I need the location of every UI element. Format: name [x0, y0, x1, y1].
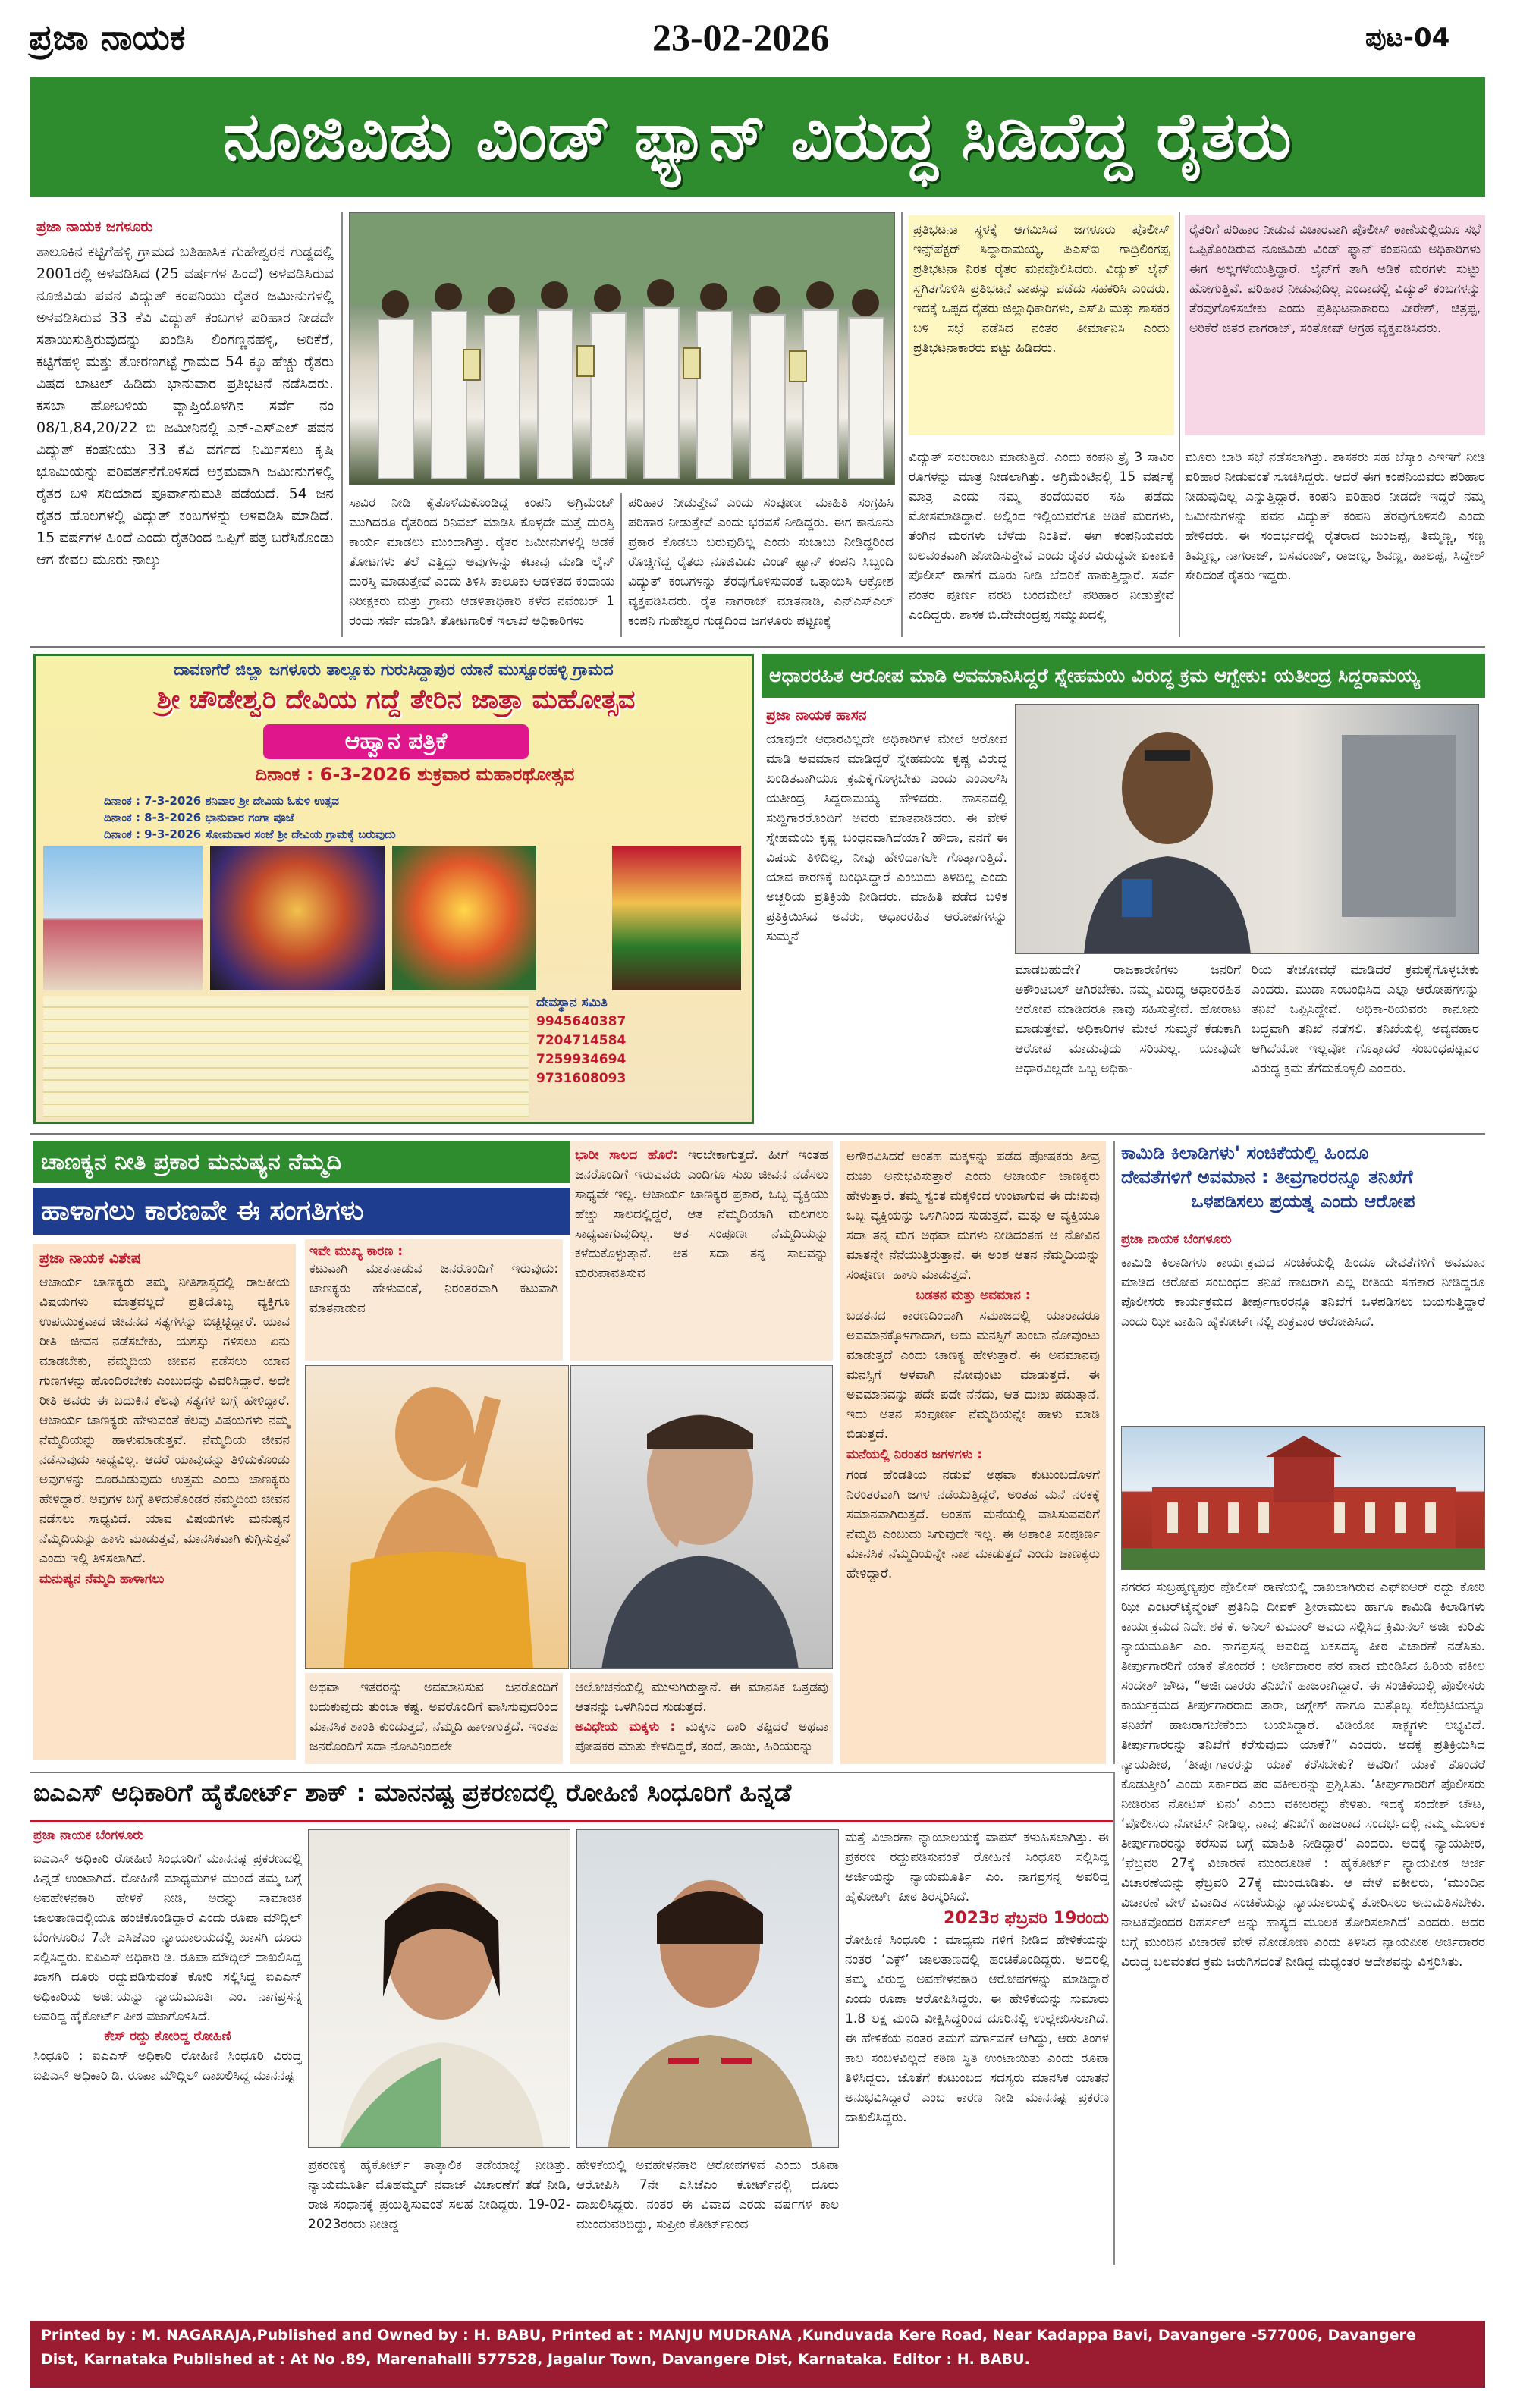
chanakya-mid-top-right: [570, 1141, 833, 1361]
yathindra-text-col3: ರಿಯ ತೇಜೋವಧೆ ಮಾಡಿದರೆ ಕ್ರಮಕೈಗೊಳ್ಳಬೇಕು ಎಂದರು. ಮುಡಾ ಸಂಬಂಧಿಸಿದ ಎಲ್ಲಾ ಆರೋಪಗಳನ್ನು ತನಿಖೆ ಒಪ್ಪಿಸಿದ್ದೇವೆ. ಅಧಿಕಾ-ರಿಯವರು ಕಾನೂನು ಬದ್ಧವಾಗಿ ತನಿಖೆ ನಡೆಸಲಿ. ತನಿಖೆಯಲ್ಲಿ ಅವ್ಯವಹಾರ ಆಗಿದೆಯೋ ಇಲ್ಲವೋ ಗೊತ್ತಾದರೆ ಸಂಬಂಧಪಟ್ಟವರ ವಿರುದ್ಧ ಕ್ರಮ ತೆಗೆದುಕೊಳ್ಳಲಿ ಎಂದರು.: [1252, 962, 1479, 1076]
ad-phone: 7204714584: [536, 1033, 627, 1048]
ad-phone: 9945640387: [536, 1014, 627, 1029]
high-court-photo: [1121, 1426, 1485, 1570]
ad-committee-list: [43, 996, 529, 1117]
chariot-photo: [612, 846, 741, 990]
lead-text-below-photo-2: ಪರಿಹಾರ ನೀಡುತ್ತೇವೆ ಎಂದು ಸಂಪೂರ್ಣ ಮಾಹಿತಿ ಸಂಗ್ರಹಿಸಿ ಪರಿಹಾರ ನೀಡುತ್ತೇವೆ ಎಂದು ಭರವಸೆ ನೀಡಿದ್ದರು. ಈಗ ಕಾನೂನು ಪ್ರಕಾರ ಕೊಡಲು ಬರುವುದಿಲ್ಲ ಎಂದು ಸುಬಾಬು ನೀಡಿದ್ದರಿಂದ ರೊಚ್ಚಿಗೆದ್ದ ರೈತರು ನೂಜಿವಿಡು ವಿಂಡ್ ಫ್ಯಾನ್ ಕಂಪನಿ ಸಿಬ್ಬಂದಿ ವಿದ್ಯುತ್ ಕಂಬಗಳನ್ನು ತೆರವುಗೊಳಿಸುವಂತೆ ಒತ್ತಾಯಿಸಿ ಆಕ್ರೋಶ ವ್ಯಕ್ತಪಡಿಸಿದರು. ರೈತ ನಾಗರಾಜ್ ಮಾತನಾಡಿ, ಎನ್‌ಎಸ್‌ಎಲ್ ಕಂಪನಿ ಗುಹೇಶ್ವರ ಗುಡ್ಡದಿಂದ ಜಗಳೂರು ಪಟ್ಟಣಕ್ಕೆ: [628, 495, 894, 629]
roopa-portrait: [577, 1830, 839, 2148]
chanakya-text-col4-b: ಬಡತನದ ಕಾರಣದಿಂದಾಗಿ ಸಮಾಜದಲ್ಲಿ ಯಾರಾದರೂ ಅವಮಾನಕ್ಕೊಳಗಾದಾಗ, ಅದು ಮನಸ್ಸಿಗೆ ತುಂಬಾ ನೋವುಂಟು ಮಾಡುತ್ತದೆ ಎಂದು ಚಾಣಕ್ಯ ಹೇಳುತ್ತಾರೆ. ಈ ಅವಮಾನವು ಮನಸ್ಸಿಗೆ ಆಳವಾಗಿ ನೋವುಂಟು ಮಾಡುತ್ತದೆ. ಈ ಅವಮಾನವನ್ನು ಪದೇ ಪದೇ ನೆನೆದು, ಆತ ದುಃಖ ಪಡುತ್ತಾನೆ. ಇದು ಆತನ ಸಂಪೂರ್ಣ ನೆಮ್ಮದಿಯನ್ನೇ ಹಾಳು ಮಾಡಿ ಬಿಡುತ್ತದೆ.: [846, 1308, 1100, 1442]
lead-text-below-photo-1: ಸಾವಿರ ನೀಡಿ ಕೈತೊಳೆದುಕೊಂಡಿದ್ದ ಕಂಪನಿ ಅಗ್ರಿಮೆಂಟ್ ಮುಗಿದರೂ ರೈತರಿಂದ ರಿನಿವಲ್ ಮಾಡಿಸಿ ಕೊಳ್ಳದೇ ಮತ್ತೆ ದುರಸ್ತಿ ಕಾರ್ಯ ಮಾಡಲು ಮುಂದಾಗಿತ್ತು. ರೈತರ ಜಮೀನುಗಳಲ್ಲಿ ಅಡಕೆ ತೋಟಗಳು ತಲೆ ಎತ್ತಿದ್ದು ಅವುಗಳನ್ನು ಕಟಾವು ಮಾಡಿ ಲೈನ್ ದುರಸ್ತಿ ಮಾಡುತ್ತೇವೆ ಎಂದು ತಿಳಿಸಿ ತಾಲೂಕು ಆಡಳಿತದ ಕಂದಾಯ ನಿರೀಕ್ಷಕರು ಮತ್ತು ಗ್ರಾಮ ಆಡಳಿತಾಧಿಕಾರಿ ಕಳೆದ ನವೆಂಬರ್ 1 ರಂದು ಸರ್ವೆ ಮಾಡಿಸಿ ತೋಟಗಾರಿಕೆ ಇಲಾಖೆ ಅಧಿಕಾರಿಗಳು: [349, 495, 614, 629]
yathindra-headline-bar: [762, 654, 1485, 698]
kiladigalu-text-top: ಕಾಮಿಡಿ ಕಿಲಾಡಿಗಳು ಕಾರ್ಯಕ್ರಮದ ಸಂಚಿಕೆಯಲ್ಲಿ ಹಿಂದೂ ದೇವತೆಗಳಿಗೆ ಅವಮಾನ ಮಾಡಿದ ಆರೋಪ ಸಂಬಂಧದ ತನಿಖೆ ಹಾಜರಾಗಿ ಎಲ್ಲ ರೀತಿಯ ಸಹಕಾರ ನೀಡಿದ್ದರೂ ಪೊಲೀಸರು ಕಾರ್ಯಕ್ರಮದ ತೀರ್ಪುಗಾರರನ್ನೂ ತನಿಖೆಗೆ ಒಳಪಡಿಸಲು ಬಯಸುತ್ತಿದ್ದಾರೆ ಎಂದು ಝೀ ವಾಹಿನಿ ಹೈಕೋರ್ಟ್‌ನಲ್ಲಿ ಶುಕ್ರವಾರ ಆರೋಪಿಸಿದೆ.: [1121, 1255, 1485, 1330]
chanakya-text-col4: ಅಗೌರವಿಸಿದರೆ ಅಂತಹ ಮಕ್ಕಳನ್ನು ಪಡೆದ ಪೋಷಕರು ತೀವ್ರ ದುಃಖ ಅನುಭವಿಸುತ್ತಾರೆ ಎಂದು ಆಚಾರ್ಯ ಚಾಣಕ್ಯರು ಹೇಳುತ್ತಾರೆ. ತಮ್ಮ ಸ್ವಂತ ಮಕ್ಕಳಿಂದ ಉಂಟಾಗುವ ಈ ದುಃಖವು ಒಬ್ಬ ವ್ಯಕ್ತಿಯನ್ನು ಒಳಗಿನಿಂದ ಸುಡುತ್ತದೆ, ಮತ್ತು ಆ ವ್ಯಕ್ತಿಯೂ ಸದಾ ತನ್ನ ಮಗ ಅಥವಾ ಮಗಳು ನೀಡಿದಂತಹ ಆ ನೋವಿನ ಮಾತನ್ನೇ ನೆನೆಯುತ್ತಿರುತ್ತಾನೆ. ಈ ಅಂಶ ಆತನ ನೆಮ್ಮದಿಯನ್ನು ಸಂಪೂರ್ಣ ಹಾಳು ಮಾಡುತ್ತದೆ.: [846, 1149, 1100, 1282]
divider: [341, 212, 343, 637]
ad-contacts-title: ದೇವಸ್ಥಾನ ಸಮಿತಿ: [536, 995, 608, 1010]
divider: [901, 212, 903, 637]
chanakya-col4-subhead-1: ಬಡತನ ಮತ್ತು ಅವಮಾನ :: [916, 1288, 1031, 1303]
temple-photos: [43, 846, 741, 990]
imprint-line-1: Printed by : M. NAGARAJA,Published and Owned by : H. BABU, Printed at : MANJU MUDRANA ,Kunduvada Kere Road, Near Kadappa Bavi, Davangere -577006, Davangere: [41, 2327, 1416, 2344]
chanakya-text-col1: ಆಚಾರ್ಯ ಚಾಣಕ್ಯರು ತಮ್ಮ ನೀತಿಶಾಸ್ತ್ರದಲ್ಲಿ ರಾಜಕೀಯ ವಿಷಯಗಳು ಮಾತ್ರವಲ್ಲದೆ ಪ್ರತಿಯೊಬ್ಬ ವ್ಯಕ್ತಿಗೂ ಉಪಯುಕ್ತವಾದ ಜೀವನದ ಸತ್ಯಗಳನ್ನು ಬಿಚ್ಚಿಟ್ಟಿದ್ದಾರೆ. ಯಾವ ರೀತಿ ಜೀವನ ನಡೆಸಬೇಕು, ಯಶಸ್ಸು ಗಳಿಸಲು ಏನು ಮಾಡಬೇಕು, ನೆಮ್ಮದಿಯ ಜೀವನ ನಡೆಸಲು ಯಾವ ಗುಣಗಳನ್ನು ಹೊಂದಿರಬೇಕು ಎಂಬುದನ್ನು ವಿವರಿಸಿದ್ದಾರೆ. ಅದೇ ರೀತಿ ಅವರು ಈ ಬದುಕಿನ ಕೆಲವು ಸತ್ಯಗಳ ಬಗ್ಗೆ ಹೇಳಿದ್ದಾರೆ. ಆಚಾರ್ಯ ಚಾಣಕ್ಯರು ಹೇಳುವಂತೆ ಕೆಲವು ವಿಷಯಗಳು ನಮ್ಮ ನೆಮ್ಮದಿಯನ್ನು ಹಾಳುಮಾಡುತ್ತವೆ. ನೆಮ್ಮದಿಯ ಜೀವನ ನಡೆಸುವುದು ಸಾಧ್ಯವಿಲ್ಲ. ಆದರೆ ಯಾವುದನ್ನು ತಿಳಿದುಕೊಂಡು ಅವುಗಳನ್ನು ದೂರವಿಡುವುದು ಉತ್ತಮ ಎಂದು ಚಾಣಕ್ಯರು ಹೇಳಿದ್ದಾರೆ. ಅವುಗಳ ಬಗ್ಗೆ ತಿಳಿದುಕೊಂಡರೆ ನೆಮ್ಮದಿಯ ಜೀವನ ನಡೆಸಲು ಸಾಧ್ಯವಿದೆ. ಯಾವ ವಿಷಯಗಳು ಮನುಷ್ಯನ ನೆಮ್ಮದಿಯನ್ನು ಹಾಳು ಮಾಡುತ್ತವೆ, ಮಾನಸಿಕವಾಗಿ ಕುಗ್ಗಿಸುತ್ತವೆ ಎಂದು ಇಲ್ಲಿ ತಿಳಿಸಲಾಗಿದೆ.: [39, 1275, 290, 1566]
deity-photo: [392, 846, 536, 990]
ad-schedule-item: ದಿನಾಂಕ : 9-3-2026 ಸೋಮವಾರ ಸಂಜೆ ಶ್ರೀ ದೇವಿಯ ಗ್ರಾಮಕ್ಕೆ ಬರುವುದು: [104, 827, 396, 841]
rohini-photo: [308, 1829, 570, 2148]
ad-schedule: [104, 793, 665, 843]
section-rule: [30, 646, 1485, 648]
temple-photo: [43, 846, 203, 990]
yathindra-col1: [766, 707, 1007, 1124]
chanakya-figure: [306, 1366, 569, 1669]
lead-text-col4-bottom: ಮೂರು ಬಾರಿ ಸಭೆ ನಡೆಸಲಾಗಿತ್ತು. ಶಾಸಕರು ಸಹ ಬೆಸ್ಕಾಂ ಎಇಇಗೆ ನೀಡಿ ಪರಿಹಾರ ನೀಡುವಂತೆ ಸೂಚಿಸಿದ್ದರು. ಆದರೆ ಈಗ ಕಂಪನಿಯವರು ಪರಿಹಾರ ನೀಡುವುದಿಲ್ಲ ಎನ್ನುತ್ತಿದ್ದಾರೆ. ಕಂಪನಿ ಪರಿಹಾರ ನೀಡದೇ ಇದ್ದರೆ ನಮ್ಮ ಜಮೀನುಗಳನ್ನು ಪವನ ವಿದ್ಯುತ್ ಕಂಪನಿ ತೆರವುಗೊಳಿಸಲಿ ಎಂದು ಹೇಳಿದರು. ಈ ಸಂದರ್ಭದಲ್ಲಿ ರೈತರಾದ ಜುಂಜಪ್ಪ, ತಿಮ್ಮಣ್ಣ, ಸಣ್ಣ ತಿಮ್ಮಣ್ಣ, ನಾಗರಾಜ್, ಬಸವರಾಜ್, ರಾಜಣ್ಣ, ಶಿವಣ್ಣ, ಹಾಲಪ್ಪ, ಸಿದ್ದೇಶ್ ಸೇರಿದಂತೆ ರೈತರು ಇದ್ದರು.: [1185, 450, 1485, 583]
high-court-building: [1122, 1427, 1485, 1570]
section-rule: [30, 1772, 1113, 1773]
rohini-headline: ಐಎಎಸ್ ಅಧಿಕಾರಿಗೆ ಹೈಕೋರ್ಟ್ ಶಾಕ್ : ಮಾನನಷ್ಟ ಪ್ರಕರಣದಲ್ಲಿ ರೋಹಿಣಿ ಸಿಂಧೂರಿಗೆ ಹಿನ್ನಡೆ: [33, 1778, 792, 1807]
ad-date-line: ದಿನಾಂಕ : 6-3-2026 ಶುಕ್ರವಾರ ಮಹಾರಥೋತ್ಸವ: [255, 764, 575, 785]
kiladigalu-text-bottom: ನಗರದ ಸುಬ್ರಹ್ಮಣ್ಯಪುರ ಪೊಲೀಸ್ ಠಾಣೆಯಲ್ಲಿ ದಾಖಲಾಗಿರುವ ಎಫ್‌ಐಆರ್ ರದ್ದು ಕೋರಿ ಝೀ ಎಂಟರ್‌ಟೈನ್ಮೆಂಟ್ ಪ್ರತಿನಿಧಿ ದೀಪಕ್ ಶ್ರೀರಾಮುಲು ಹಾಗೂ ಕಾಮಿಡಿ ಕಿಲಾಡಿಗಳು ಕಾರ್ಯಕ್ರಮದ ನಿರ್ದೇಶಕ ಕೆ. ಅನಿಲ್ ಕುಮಾರ್ ಅವರು ಸಲ್ಲಿಸಿದ ಕ್ರಿಮಿನಲ್ ಅರ್ಜಿ ಕುರಿತು ನ್ಯಾಯಮೂರ್ತಿ ಎಂ. ನಾಗಪ್ರಸನ್ನ ಅವರಿದ್ದ ಏಕಸದಸ್ಯ ಪೀಠ ವಿಚಾರಣೆ ನಡೆಸಿತು. ತೀರ್ಪುಗಾರರಿಗೆ ಯಾಕೆ ತೊಂದರೆ : ಅರ್ಜಿದಾರರ ಪರ ವಾದ ಮಂಡಿಸಿದ ಹಿರಿಯ ವಕೀಲ ಸಂದೇಶ್ ಚೌಟ, “ಅರ್ಜಿದಾರರು ತನಿಖೆಗೆ ಹಾಜರಾಗಿದ್ದಾರೆ. ಈ ಸಂಚಿಕೆಯಲ್ಲಿ ಪೊಲೀಸರು ಕಾರ್ಯಕ್ರಮದ ತೀರ್ಪುಗಾರರಾದ ತಾರಾ, ಜಗ್ಗೇಶ್ ಹಾಗೂ ಮತ್ತೊಬ್ಬ ಸೆಲೆಬ್ರಿಟಿಯನ್ನೂ ತನಿಖೆಗೆ ಹಾಜರಾಗಬೇಕೆಂದು ಬಯಸಿದ್ದಾರೆ. ವಿಡಿಯೋ ಸಾಕ್ಷ್ಯಗಳು ಲಭ್ಯವಿದೆ. ತೀರ್ಪುಗಾರರನ್ನು ತನಿಖೆಗೆ ಕರೆಸುವುದು ಯಾಕೆ?” ಎಂದರು. ಅದಕ್ಕೆ ಪ್ರತಿಕ್ರಿಯಿಸಿದ ನ್ಯಾಯಪೀಠ, ‘ತೀರ್ಪುಗಾರರನ್ನು ಯಾಕೆ ಕರೆಸಬೇಕು? ಅವರಿಗೆ ಯಾಕೆ ತೊಂದರೆ ಕೊಡುತ್ತೀರಿ’ ಎಂದು ಸರ್ಕಾರದ ಪರ ವಕೀಲರನ್ನು ಪ್ರಶ್ನಿಸಿತು. ‘ತೀರ್ಪುಗಾರರಿಗೆ ಪೊಲೀಸರು ನೀಡಿರುವ ನೋಟಿಸ್ ಏನು’ ಎಂದು ವಕೀಲರನ್ನು ಕೇಳಿತು. ಇದಕ್ಕೆ ಸಂದೇಶ್ ಚೌಟ, ‘ಪೊಲೀಸರು ನೋಟಿಸ್ ನೀಡಿಲ್ಲ. ನಾವು ತನಿಖೆಗೆ ಹಾಜರಾದ ಸಂದರ್ಭದಲ್ಲಿ ನಮ್ಮ ಮೂಲಕ ತೀರ್ಪುಗಾರರನ್ನು ಕರೆಸುವ ಬಗ್ಗೆ ಮಾಹಿತಿ ನೀಡಿದ್ದಾರೆ’ ಎಂದರು. ಅದಕ್ಕೆ ನ್ಯಾಯಪೀಠ, ‘ಫೆಬ್ರವರಿ 27ಕ್ಕೆ ವಿಚಾರಣೆ ಮುಂದೂಡಿಕೆ : ಹೈಕೋರ್ಟ್ ನ್ಯಾಯಪೀಠ ಅರ್ಜಿ ವಿಚಾರಣೆಯನ್ನು ಫೆಬ್ರವರಿ 27ಕ್ಕೆ ಮುಂದೂಡಿತು. ಆ ವೇಳೆ ವಕೀಲರು, ‘ಮುಂದಿನ ವಿಚಾರಣೆ ವೇಳೆ ವಿವಾದಿತ ಸಂಚಿಕೆಯನ್ನು ನ್ಯಾಯಾಲಯಕ್ಕೆ ತೋರಿಸಲು ಅನುಮತಿಸಬೇಕು. ನಾಟಕವೊಂದರ ರಿಹರ್ಸಲ್ ಅನ್ನು ಹಾಸ್ಯದ ಮೂಲಕ ತೋರಿಸಲಾಗಿದೆ’ ಎಂದರು. ಅದರ ಬಗ್ಗೆ ಮುಂದಿನ ವಿಚಾರಣೆ ವೇಳೆ ನೋಡೋಣ ಎಂದು ತಿಳಿಸಿದ ನ್ಯಾಯಪೀಠ ಅರ್ಜಿದಾರರ ವಿರುದ್ಧ ಬಲವಂತದ ಕ್ರಮ ಜರುಗಿಸದಂತೆ ನೀಡಿದ್ದ ಮಧ್ಯಂತರ ಆದೇಶವನ್ನು ವಿಸ್ತರಿಸಿತು.: [1121, 1580, 1485, 1970]
ad-phone: 9731608093: [536, 1071, 627, 1086]
chanakya-mid-bottom-subhead: ಅವಿಧೇಯ ಮಕ್ಕಳು :: [575, 1719, 676, 1735]
rohini-col1: [33, 1828, 302, 2260]
ad-contacts: [536, 994, 741, 1088]
chanakya-subhead: ಮನುಷ್ಯನ ನೆಮ್ಮದಿ ಹಾಳಾಗಲು: [39, 1571, 165, 1587]
chanakya-col1: [33, 1244, 296, 1760]
lead-text-col1: ತಾಲೂಕಿನ ಕಟ್ಟಿಗೆಹಳ್ಳಿ ಗ್ರಾಮದ ಬತಿಹಾಸಿಕ ಗುಹೇಶ್ವರನ ಗುಡ್ಡದಲ್ಲಿ 2001ರಲ್ಲಿ ಅಳವಡಿಸಿದ (25 ವರ್ಷಗಳ ಹಿಂದೆ) ಅಳವಡಿಸಿರುವ ನೂಜಿವಿಡು ಪವನ ವಿದ್ಯುತ್ ಕಂಪನಿಯು ರೈತರ ಜಮೀನುಗಳಲ್ಲಿ ಅಳವಡಿಸಿರುವ 33 ಕೆವಿ ವಿದ್ಯುತ್ ಕಂಬಗಳ ಪರಿಹಾರ ನೀಡದೇ ಸತಾಯಿಸುತ್ತಿರುವುದನ್ನು ಖಂಡಿಸಿ ಲಿಂಗಣ್ಣನಹಳ್ಳಿ, ಅರಿಕೆರೆ, ಕಟ್ಟಿಗೆಹಳ್ಳಿ ಮತ್ತು ತೋರಣಗಟ್ಟೆ ಗ್ರಾಮದ 54 ಕ್ಕೂ ಹೆಚ್ಚು ರೈತರು ವಿಷದ ಬಾಟಲ್ ಹಿಡಿದು ಭಾನುವಾರ ಪ್ರತಿಭಟನೆ ನಡೆಸಿದರು. ಕಸಬಾ ಹೋಬಳಿಯ ವ್ಯಾಪ್ತಿಯೊಳಗಿನ ಸರ್ವೆ ನಂ 08/1,84,20/22 ಬಿ ಜಮೀನಿನಲ್ಲಿ ಎನ್-ಎಸ್‌ಎಲ್ ಪವನ ವಿದ್ಯುತ್ ಕಂಪನಿಯು 33 ಕೆವಿ ವರ್ಗದ ನಿರ್ಮಿಸಲು ಕೃಷಿ ಭೂಮಿಯನ್ನು ಪರಿವರ್ತನೆಗೊಳಿಸದೆ ಅಕ್ರಮವಾಗಿ ಜಮೀನುಗಳಲ್ಲಿ ರೈತರ ಬಳಿ ಸರಿಯಾದ ಪೂರ್ವಾನುಮತಿ ಪಡೆಯದೆ. 54 ಜನ ರೈತರ ಹೊಲಗಳಲ್ಲಿ ವಿದ್ಯುತ್ ಕಂಬಗಳನ್ನು ಅಳವಡಿಸಿ ಮಾಡಿದೆ. 15 ವರ್ಷಗಳ ಹಿಂದೆ ಎಂದು ರೈತರಿಂದ ಒಪ್ಪಿಗೆ ಪತ್ರ ಬರೆಸಿಕೊಂಡು ಆಗ ಕೇವಲ ಮೂರು ನಾಲ್ಕು: [36, 243, 334, 568]
page-number: ಪುಟ-04: [1365, 23, 1450, 53]
section-rule: [30, 1133, 1485, 1135]
kiladigalu-top: [1121, 1232, 1485, 1421]
deity-photo: [210, 846, 385, 990]
ad-phone: 7259934694: [536, 1052, 627, 1067]
section-rule: [30, 1820, 1113, 1822]
rohini-text-col4-b: ರೋಹಿಣಿ ಸಿಂಧೂರಿ : ಮಾಧ್ಯಮ ಗಳಿಗೆ ನೀಡಿದ ಹೇಳಿಕೆಯನ್ನು ನಂತರ ‘ಎಕ್ಸ್’ ಜಾಲತಾಣದಲ್ಲಿ ಹಂಚಿಕೊಂಡಿದ್ದರು. ಅದರಲ್ಲಿ ತಮ್ಮ ವಿರುದ್ಧ ಅವಹೇಳನಕಾರಿ ಆರೋಪಗಳನ್ನು ಮಾಡಿದ್ದಾರೆ ಎಂದು ರೂಪಾ ಆರೋಪಿಸಿದ್ದರು. ಈ ಹೇಳಿಕೆಯನ್ನು ಸುಮಾರು 1.8 ಲಕ್ಷ ಮಂದಿ ವೀಕ್ಷಿಸಿದ್ದರಿಂದ ದೂರಿನಲ್ಲಿ ಉಲ್ಲೇಖಿಸಲಾಗಿದೆ. ಈ ಹೇಳಿಕೆಯ ನಂತರ ತಮಗೆ ವರ್ಗಾವಣೆ ಆಗಿದ್ದು, ಆರು ತಿಂಗಳ ಕಾಲ ಸಂಬಳವಿಲ್ಲದೆ ಕಠಿಣ ಸ್ಥಿತಿ ಉಂಟಾಯಿತು ಎಂದು ರೂಪಾ ತಿಳಿಸಿದ್ದರು. ಜೊತೆಗೆ ಕುಟುಂಬದ ಸದಸ್ಯರು ಮಾನಸಿಕ ಯಾತನೆ ಅನುಭವಿಸಿದ್ದಾರೆ ಎಂಬ ಕಾರಣ ನೀಡಿ ಮಾನನಷ್ಟ ಪ್ರಕರಣ ದಾಖಲಿಸಿದ್ದರು.: [845, 1932, 1109, 2125]
chanakya-mid-subhead: ಇವೇ ಮುಖ್ಯ ಕಾರಣ :: [309, 1244, 404, 1259]
kiladigalu-headline-3: ಒಳಪಡಿಸಲು ಪ್ರಯತ್ನ ಎಂದು ಆರೋಪ: [1191, 1191, 1415, 1212]
chanakya-byline: ಪ್ರಜಾ ನಾಯಕ ವಿಶೇಷ: [39, 1250, 141, 1267]
lead-headline: ನೂಜಿವಿಡು ವಿಂಡ್ ಫ್ಯಾನ್ ವಿರುದ್ಧ ಸಿಡಿದೆದ್ದ ರೈತರು: [223, 99, 1292, 174]
jatra-ad: [33, 654, 754, 1124]
chanakya-mid-subhead-2: ಭಾರೀ ಸಾಲದ ಹೊರೆ:: [575, 1147, 678, 1163]
rohini-under-photo-1: ಪ್ರಕರಣಕ್ಕೆ ಹೈಕೋರ್ಟ್ ತಾತ್ಕಾಲಿಕ ತಡೆಯಾಜ್ಞೆ ನೀಡಿತ್ತು. ನ್ಯಾಯಮೂರ್ತಿ ಮೊಹಮ್ಮದ್ ನವಾಜ್ ವಿಚಾರಣೆಗೆ ತಡೆ ನೀಡಿ, ರಾಜಿ ಸಂಧಾನಕ್ಕೆ ಪ್ರಯತ್ನಿಸುವಂತೆ ಸಲಹೆ ನೀಡಿದ್ದರು. 19-02-2023ರಂದು ನೀಡಿದ್ದ: [308, 2158, 570, 2232]
kiladigalu-byline: ಪ್ರಜಾ ನಾಯಕ ಬೆಂಗಳೂರು: [1121, 1232, 1232, 1247]
roopa-photo: [576, 1829, 839, 2148]
ad-schedule-item: ದಿನಾಂಕ : 7-3-2026 ಶನಿವಾರ ಶ್ರೀ ದೇವಿಯ ಓಕುಳಿ ಉತ್ಸವ: [104, 794, 340, 808]
chanakya-headline-2: ಹಾಳಾಗಲು ಕಾರಣವೇ ಈ ಸಂಗತಿಗಳು: [41, 1195, 364, 1226]
rohini-col4: [845, 1828, 1109, 2262]
chanakya-text-col4-c: ಗಂಡ ಹೆಂಡತಿಯ ನಡುವೆ ಅಥವಾ ಕುಟುಂಬದೊಳಗೆ ನಿರಂತರವಾಗಿ ಜಗಳ ನಡೆಯುತ್ತಿದ್ದರೆ, ಅಂತಹ ಮನೆ ನರಕಕ್ಕೆ ಸಮಾನವಾಗಿರುತ್ತದೆ. ಅಂತಹ ಮನೆಯಲ್ಲಿ ವಾಸಿಸುವವರಿಗೆ ನೆಮ್ಮದಿ ಎಂಬುದು ಸಿಗುವುದೇ ಇಲ್ಲ. ಈ ಅಶಾಂತಿ ಸಂಪೂರ್ಣ ಮಾನಸಿಕ ನೆಮ್ಮದಿಯನ್ನೇ ನಾಶ ಮಾಡುತ್ತದೆ ಎಂದು ಚಾಣಕ್ಯರು ಹೇಳಿದ್ದಾರೆ.: [846, 1468, 1100, 1581]
yathindra-text-col2: ಮಾಡಬಹುದೇ? ರಾಜಕಾರಣಿಗಳು ಜನರಿಗೆ ಅಕೌಂಟಬಲ್ ಆಗಿರಬೇಕು. ನಮ್ಮ ವಿರುದ್ಧ ಆಧಾರರಹಿತ ಆರೋಪ ಮಾಡಿದರೂ ನಾವು ಸಹಿಸುತ್ತೇವೆ. ಹೋರಾಟ ಮಾಡುತ್ತೇವೆ. ಅಧಿಕಾರಿಗಳ ಮೇಲೆ ಸುಮ್ಮನೆ ಕೆಡುಕಾಗಿ ಆರೋಪ ಮಾಡುವುದು ಸರಿಯಲ್ಲ. ಯಾವುದೇ ಆಧಾರವಿಲ್ಲದೇ ಒಬ್ಬ ಅಧಿಕಾ-: [1015, 962, 1241, 1076]
masthead: [0, 0, 1517, 73]
divider: [1113, 1772, 1115, 2265]
rohini-subhead: ಕೇಸ್ ರದ್ದು ಕೋರಿದ್ದ ರೋಹಿಣಿ: [104, 2029, 231, 2044]
yathindra-byline: ಪ್ರಜಾ ನಾಯಕ ಹಾಸನ: [766, 707, 867, 724]
ad-invitation: ಆಹ್ವಾನ ಪತ್ರಿಕೆ: [263, 724, 529, 759]
chanakya-headline-2-bar: [33, 1188, 581, 1235]
chanakya-mid-bottom-body: ಮಕ್ಕಳು ದಾರಿ ತಪ್ಪಿದರೆ ಅಥವಾ ಪೋಷಕರ ಮಾತು ಕೇಳದಿದ್ದರೆ, ತಂದೆ, ತಾಯಿ, ಹಿರಿಯರನ್ನು: [575, 1719, 828, 1754]
lead-byline: ಪ್ರಜಾ ನಾಯಕ ಜಗಳೂರು: [36, 218, 153, 235]
kiladigalu-headline-2: ದೇವತೆಗಳಿಗೆ ಅವಮಾನ : ತೀವ್ರಗಾರರನ್ನೂ ತನಿಖೆಗೆ: [1121, 1166, 1413, 1188]
chanakya-mid-bottom-left: ಅಥವಾ ಇತರರನ್ನು ಅವಮಾನಿಸುವ ಜನರೊಂದಿಗೆ ಬದುಕುವುದು ತುಂಬಾ ಕಷ್ಟ. ಅವರೊಂದಿಗೆ ವಾಸಿಸುವುದರಿಂದ ಮಾನಸಿಕ ಶಾಂತಿ ಕುಂದುತ್ತದೆ, ನೆಮ್ಮದಿ ಹಾಳಾಗುತ್ತದೆ. ಇಂತಹ ಜನರೊಂದಿಗೆ ಸದಾ ನೋವಿನಿಂದಲೇ: [305, 1673, 563, 1764]
rohini-date-subhead: 2023ರ ಫೆಬ್ರವರಿ 19ರಂದು: [944, 1909, 1109, 1928]
ad-top-line: ದಾವಣಗೆರೆ ಜಿಲ್ಲಾ ಜಗಳೂರು ತಾಲ್ಲೂಕು ಗುರುಸಿದ್ದಾಪುರ ಯಾನೆ ಮುಸ್ಟೂರಹಳ್ಳಿ ಗ್ರಾಮದ: [174, 661, 614, 679]
chanakya-mid-text-2: [575, 1145, 828, 1283]
stressed-man-figure: [571, 1366, 833, 1669]
rohini-byline: ಪ್ರಜಾ ನಾಯಕ ಬೆಂಗಳೂರು: [33, 1828, 144, 1843]
ad-goddess-title: ಶ್ರೀ ಚೌಡೇಶ್ವರಿ ದೇವಿಯ ಗದ್ದೆ ತೇರಿನ ಜಾತ್ರಾ ಮಹೋತ್ಸವ: [156, 685, 636, 715]
speaker-illustration: [1016, 705, 1479, 954]
kiladigalu-headline-1: ಕಾಮಿಡಿ ಕಿಲಾಡಿಗಳು' ಸಂಚಿಕೆಯಲ್ಲಿ ಹಿಂದೂ: [1121, 1142, 1369, 1163]
yathindra-photo: [1015, 704, 1479, 954]
lead-text-col4-top: ರೈತರಿಗೆ ಪರಿಹಾರ ನೀಡುವ ವಿಚಾರವಾಗಿ ಪೊಲೀಸ್ ಠಾಣೆಯಲ್ಲಿಯೂ ಸಭೆ ಒಪ್ಪಿಕೊಂಡಿರುವ ನೂಜಿವಿಡು ವಿಂಡ್ ಫ್ಯಾನ್ ಕಂಪನಿಯ ಅಧಿಕಾರಿಗಳು ಈಗ ಅಲ್ಲಗಳೆಯುತ್ತಿದ್ದಾರೆ. ಲೈನ್‌ಗೆ ತಾಗಿ ಅಡಿಕೆ ಮರಗಳು ಸುಟ್ಟು ಹೋಗುತ್ತಿವೆ. ಪರಿಹಾರ ನೀಡುವುದಿಲ್ಲ ಎಂದಾದಲ್ಲಿ ವಿದ್ಯುತ್ ಕಂಬಗಳನ್ನು ತೆರವುಗೊಳಿಸಬೇಕು ಎಂದು ಪ್ರತಿಭಟನಾಕಾರರು ವೀರೇಶ್, ಚಿತ್ರಪ್ಪ, ಅರಿಕೆರೆ ಜಿತರ ನಾಗರಾಜ್, ಸಂತೋಷ್ ಆಗ್ರಹ ವ್ಯಕ್ತಪಡಿಸಿದರು.: [1185, 215, 1485, 435]
divider: [1113, 1141, 1115, 1764]
divider: [620, 493, 622, 637]
kiladigalu-headline: [1121, 1142, 1485, 1226]
chanakya-mid-body-2: ಇರಬೇಕಾಗುತ್ತದೆ. ಹೀಗೆ ಇಂತಹ ಜನರೊಂದಿಗೆ ಇರುವವರು ಎಂದಿಗೂ ಸುಖ ಜೀವನ ನಡೆಸಲು ಸಾಧ್ಯವೇ ಇಲ್ಲ. ಆಚಾರ್ಯ ಚಾಣಕ್ಯರ ಪ್ರಕಾರ, ಒಬ್ಬ ವ್ಯಕ್ತಿಯು ಹೆಚ್ಚು ಸಾಲದಲ್ಲಿದ್ದರೆ, ಆತ ನೆಮ್ಮದಿಯಾಗಿ ಮಲಗಲು ಸಾಧ್ಯವಾಗುವುದಿಲ್ಲ. ಆತ ಸಂಪೂರ್ಣ ನೆಮ್ಮದಿಯನ್ನು ಕಳೆದುಕೊಳ್ಳುತ್ತಾನೆ. ಆತ ಸದಾ ತನ್ನ ಸಾಲವನ್ನು ಮರುಪಾವತಿಸುವ: [575, 1147, 828, 1281]
chanakya-headline-1: ಚಾಣಕ್ಯನ ನೀತಿ ಪ್ರಕಾರ ಮನುಷ್ಯನ ನೆಮ್ಮದಿ: [41, 1148, 342, 1176]
rohini-text-col1-tail: ಸಿಂಧೂರಿ : ಐಎಎಸ್ ಅಧಿಕಾರಿ ರೋಹಿಣಿ ಸಿಂಧೂರಿ ವಿರುದ್ಧ ಐಪಿಎಸ್ ಅಧಿಕಾರಿ ಡಿ. ರೂಪಾ ಮೌದ್ಗಿಲ್ ದಾಖಲಿಸಿದ್ದ ಮಾನನಷ್ಟ: [33, 2049, 302, 2083]
chanakya-mid-bottom-text-2: [575, 1717, 828, 1757]
yathindra-text-col1: ಯಾವುದೇ ಆಧಾರವಿಲ್ಲದೇ ಅಧಿಕಾರಿಗಳ ಮೇಲೆ ಆರೋಪ ಮಾಡಿ ಅವಮಾನ ಮಾಡಿದ್ದರೆ ಸ್ನೇಹಮಯಿ ಕೃಷ್ಣ ವಿರುದ್ಧ ಖಂಡಿತವಾಗಿಯೂ ಕ್ರಮಕೈಗೊಳ್ಳಬೇಕು ಎಂದು ಎಂಎಲ್‌ಸಿ ಯತೀಂದ್ರ ಸಿದ್ದರಾಮಯ್ಯ ಹೇಳಿದರು. ಹಾಸನದಲ್ಲಿ ಸುದ್ದಿಗಾರರೊಂದಿಗೆ ಅವರು ಮಾತನಾಡಿದರು. ಈ ವೇಳೆ ಸ್ನೇಹಮಯಿ ಕೃಷ್ಣ ಬಂಧನವಾಗಿದೆಯಾ? ಹೌದಾ, ನನಗೆ ಈ ವಿಷಯ ತಿಳಿದಿಲ್ಲ, ನೀವು ಹೇಳಿದಾಗಲೇ ಗೊತ್ತಾಗುತ್ತಿದೆ. ಯಾವ ಕಾರಣಕ್ಕೆ ಬಂಧಿಸಿದ್ದಾರೆ ಎಂಬುದು ತಿಳಿದಿಲ್ಲ ಎಂದು ಅಚ್ಚರಿಯ ಪ್ರತಿಕ್ರಿಯೆ ನೀಡಿದರು. ಮಾಹಿತಿ ಪಡೆದ ಬಳಿಕ ಪ್ರತಿಕ್ರಿಯಿಸಿದ ಅವರು, ಆಧಾರರಹಿತ ಆರೋಪಗಳನ್ನು ಸುಮ್ಮನೆ: [766, 732, 1007, 944]
chanakya-col4: [840, 1141, 1106, 1764]
lead-text-col3-top: ಪ್ರತಿಭಟನಾ ಸ್ಥಳಕ್ಕೆ ಆಗಮಿಸಿದ ಜಗಳೂರು ಪೊಲೀಸ್ ಇನ್ಸ್‌ಪೆಕ್ಟರ್ ಸಿದ್ದಾರಾಮಯ್ಯ, ಪಿಎಸ್ಐ ಗಾದ್ರಿಲಿಂಗಪ್ಪ ಪ್ರತಿಭಟನಾ ನಿರತ ರೈತರ ಮನವೊಲಿಸಿದರು. ವಿದ್ಯುತ್ ಲೈನ್ ಸ್ಥಗಿತಗೊಳಿಸಿ ಪ್ರತಿಭಟನೆ ವಾಪಸ್ಸು ಪಡೆದು ಸಹಕರಿಸಿ ಎಂದರು. ಇದಕ್ಕೆ ಒಪ್ಪದ ರೈತರು ಜಿಲ್ಲಾಧಿಕಾರಿಗಳು, ಎಸ್‌ಪಿ ಮತ್ತು ಶಾಸಕರ ಬಳಿ ಸಭೆ ನಡೆಸಿದ ನಂತರ ತೀರ್ಮಾನಿಸಿ ಎಂದು ಪ್ರತಿಭಟನಾಕಾರರು ಪಟ್ಟು ಹಿಡಿದರು.: [909, 215, 1174, 435]
paper-name: ಪ್ರಜಾ ನಾಯಕ: [29, 17, 186, 58]
lead-headline-banner: [30, 77, 1485, 197]
rohini-portrait: [309, 1830, 570, 2148]
farmers-illustration: [350, 213, 895, 485]
chanakya-mid-bottom-right: [570, 1673, 833, 1764]
chanakya-mid-text: ಕಟುವಾಗಿ ಮಾತನಾಡುವ ಜನರೊಂದಿಗೆ ಇರುವುದು: ಚಾಣಕ್ಯರು ಹೇಳುವಂತೆ, ನಿರಂತರವಾಗಿ ಕಟುವಾಗಿ ಮಾತನಾಡುವ: [309, 1261, 558, 1316]
chanakya-mid-bottom-text: ಆಲೋಚನೆಯಲ್ಲಿ ಮುಳುಗಿರುತ್ತಾನೆ. ಈ ಮಾನಸಿಕ ಒತ್ತಡವು ಆತನನ್ನು ಒಳಗಿನಿಂದ ಸುಡುತ್ತದೆ.: [575, 1680, 828, 1715]
chanakya-headline-1-bar: [33, 1141, 581, 1183]
yathindra-headline: ಆಧಾರರಹಿತ ಆರೋಪ ಮಾಡಿ ಅವಮಾನಿಸಿದ್ದರೆ ಸ್ನೇಹಮಯಿ ವಿರುದ್ಧ ಕ್ರಮ ಆಗ್ಬೇಕು: ಯತೀಂದ್ರ ಸಿದ್ದರಾಮಯ್ಯ: [769, 664, 1420, 686]
imprint-footer: [30, 2321, 1485, 2388]
ad-schedule-item: ದಿನಾಂಕ : 8-3-2026 ಭಾನುವಾರ ಗಂಗಾ ಪೂಜೆ: [104, 811, 294, 824]
chanakya-mid-top-left: [305, 1239, 563, 1361]
chanakya-col4-subhead-2: ಮನೆಯಲ್ಲಿ ನಿರಂತರ ಜಗಳಗಳು :: [846, 1447, 983, 1462]
divider: [1179, 212, 1180, 637]
imprint-line-2: Dist, Karnataka Published at : At No .89, Marenahalli 577528, Jagalur Town, Davangere Dist, Karnataka. Editor : H. BABU.: [41, 2351, 1030, 2368]
lead-text-col3-bottom: ವಿದ್ಯುತ್ ಸರಬರಾಜು ಮಾಡುತ್ತಿದೆ. ಎಂದು ಕಂಪನಿ ತ್ರೈ 3 ಸಾವಿರ ರೂಗಳನ್ನು ಮಾತ್ರ ನೀಡಲಾಗಿತ್ತು. ಅಗ್ರಿಮೆಂಟಿನಲ್ಲಿ 15 ವರ್ಷಕ್ಕೆ ಮಾತ್ರ ಎಂದು ನಮ್ಮ ತಂದೆಯವರ ಸಹಿ ಪಡೆದು ಮೋಸಮಾಡಿದ್ದಾರೆ. ಅಲ್ಲಿಂದ ಇಲ್ಲಿಯವರೆಗೂ ಅಡಿಕೆ ಮರಗಳು, ತೆಂಗಿನ ಮರಗಳು ಬೆಳೆದು ನಿಂತಿವೆ. ಈಗ ಕಂಪನಿಯವರು ಬಲವಂತವಾಗಿ ಜೋಡಿಸುತ್ತೇವೆ ಎಂದು ರೈತರ ವಿರುದ್ಧವೇ ಏಕಾಏಕಿ ಪೊಲೀಸ್ ಠಾಣೆಗೆ ದೂರು ನೀಡಿ ಬೆದರಿಕೆ ಹಾಕುತ್ತಿದ್ದಾರೆ. ಸರ್ವೆ ನಂತರ ಪೂರ್ಣ ವರದಿ ಬಂದಮೇಲೆ ಪರಿಹಾರ ನೀಡುತ್ತೇವೆ ಎಂದಿದ್ದರು. ಶಾಸಕ ಬಿ.ದೇವೇಂದ್ರಪ್ಪ ಸಮ್ಮುಖದಲ್ಲಿ: [909, 450, 1174, 623]
stressed-man-photo: [570, 1365, 833, 1669]
chanakya-illustration: [305, 1365, 569, 1669]
farmers-protest-photo: [349, 212, 895, 485]
rohini-text-col1: ಐಎಎಸ್ ಅಧಿಕಾರಿ ರೋಹಿಣಿ ಸಿಂಧೂರಿಗೆ ಮಾನನಷ್ಟ ಪ್ರಕರಣದಲ್ಲಿ ಹಿನ್ನಡೆ ಉಂಟಾಗಿದೆ. ರೋಹಿಣಿ ಮಾಧ್ಯಮಗಳ ಮುಂದೆ ತಮ್ಮ ಬಗ್ಗೆ ಅವಹೇಳನಕಾರಿ ಹೇಳಿಕೆ ನೀಡಿ, ಅದನ್ನು ಸಾಮಾಜಿಕ ಜಾಲತಾಣದಲ್ಲಿಯೂ ಹಂಚಿಕೊಂಡಿದ್ದಾರೆ ಎಂದು ರೂಪಾ ಮೌದ್ಗಿಲ್ ಬೆಂಗಳೂರಿನ 7ನೇ ಎಸಿಜೆಎಂ ನ್ಯಾಯಾಲಯದಲ್ಲಿ ಖಾಸಗಿ ದೂರು ಸಲ್ಲಿಸಿದ್ದರು. ಐಪಿಎಸ್ ಅಧಿಕಾರಿ ಡಿ. ರೂಪಾ ಮೌದ್ಗಿಲ್ ದಾಖಲಿಸಿದ್ದ ಖಾಸಗಿ ದೂರು ರದ್ದುಪಡಿಸುವಂತೆ ಕೋರಿ ಸಲ್ಲಿಸಿದ್ದ ಐಎಎಸ್ ಅಧಿಕಾರಿಯ ಅರ್ಜಿಯನ್ನು ನ್ಯಾಯಮೂರ್ತಿ ಎಂ. ನಾಗಪ್ರಸನ್ನ ಅವರಿದ್ದ ಹೈಕೋರ್ಟ್ ಪೀಠ ವಜಾಗೊಳಿಸಿದೆ.: [33, 1851, 302, 2024]
rohini-under-photo-2: ಹೇಳಿಕೆಯಲ್ಲಿ ಅವಹೇಳನಕಾರಿ ಆರೋಪಗಳಿವೆ ಎಂದು ರೂಪಾ ಆರೋಪಿಸಿ 7ನೇ ಎಸಿಜೆಎಂ ಕೋರ್ಟ್‌ನಲ್ಲಿ ದೂರು ದಾಖಲಿಸಿದ್ದರು. ನಂತರ ಈ ವಿವಾದ ಎರಡು ವರ್ಷಗಳ ಕಾಲ ಮುಂದುವರಿದಿದ್ದು, ಸುಪ್ರೀಂ ಕೋರ್ಟ್‌ನಿಂದ: [576, 2158, 839, 2232]
rohini-text-col4-a: ಮತ್ತೆ ವಿಚಾರಣಾ ನ್ಯಾಯಾಲಯಕ್ಕೆ ವಾಪಸ್ ಕಳುಹಿಸಲಾಗಿತ್ತು. ಈ ಪ್ರಕರಣ ರದ್ದುಪಡಿಸುವಂತೆ ರೋಹಿಣಿ ಸಿಂಧೂರಿ ಸಲ್ಲಿಸಿದ್ದ ಅರ್ಜಿಯನ್ನು ನ್ಯಾಯಮೂರ್ತಿ ಎಂ. ನಾಗಪ್ರಸನ್ನ ಅವರಿದ್ದ ಹೈಕೋರ್ಟ್ ಪೀಠ ತಿರಸ್ಕರಿಸಿದೆ.: [845, 1830, 1109, 1904]
issue-date: 23-02-2026: [652, 16, 830, 58]
